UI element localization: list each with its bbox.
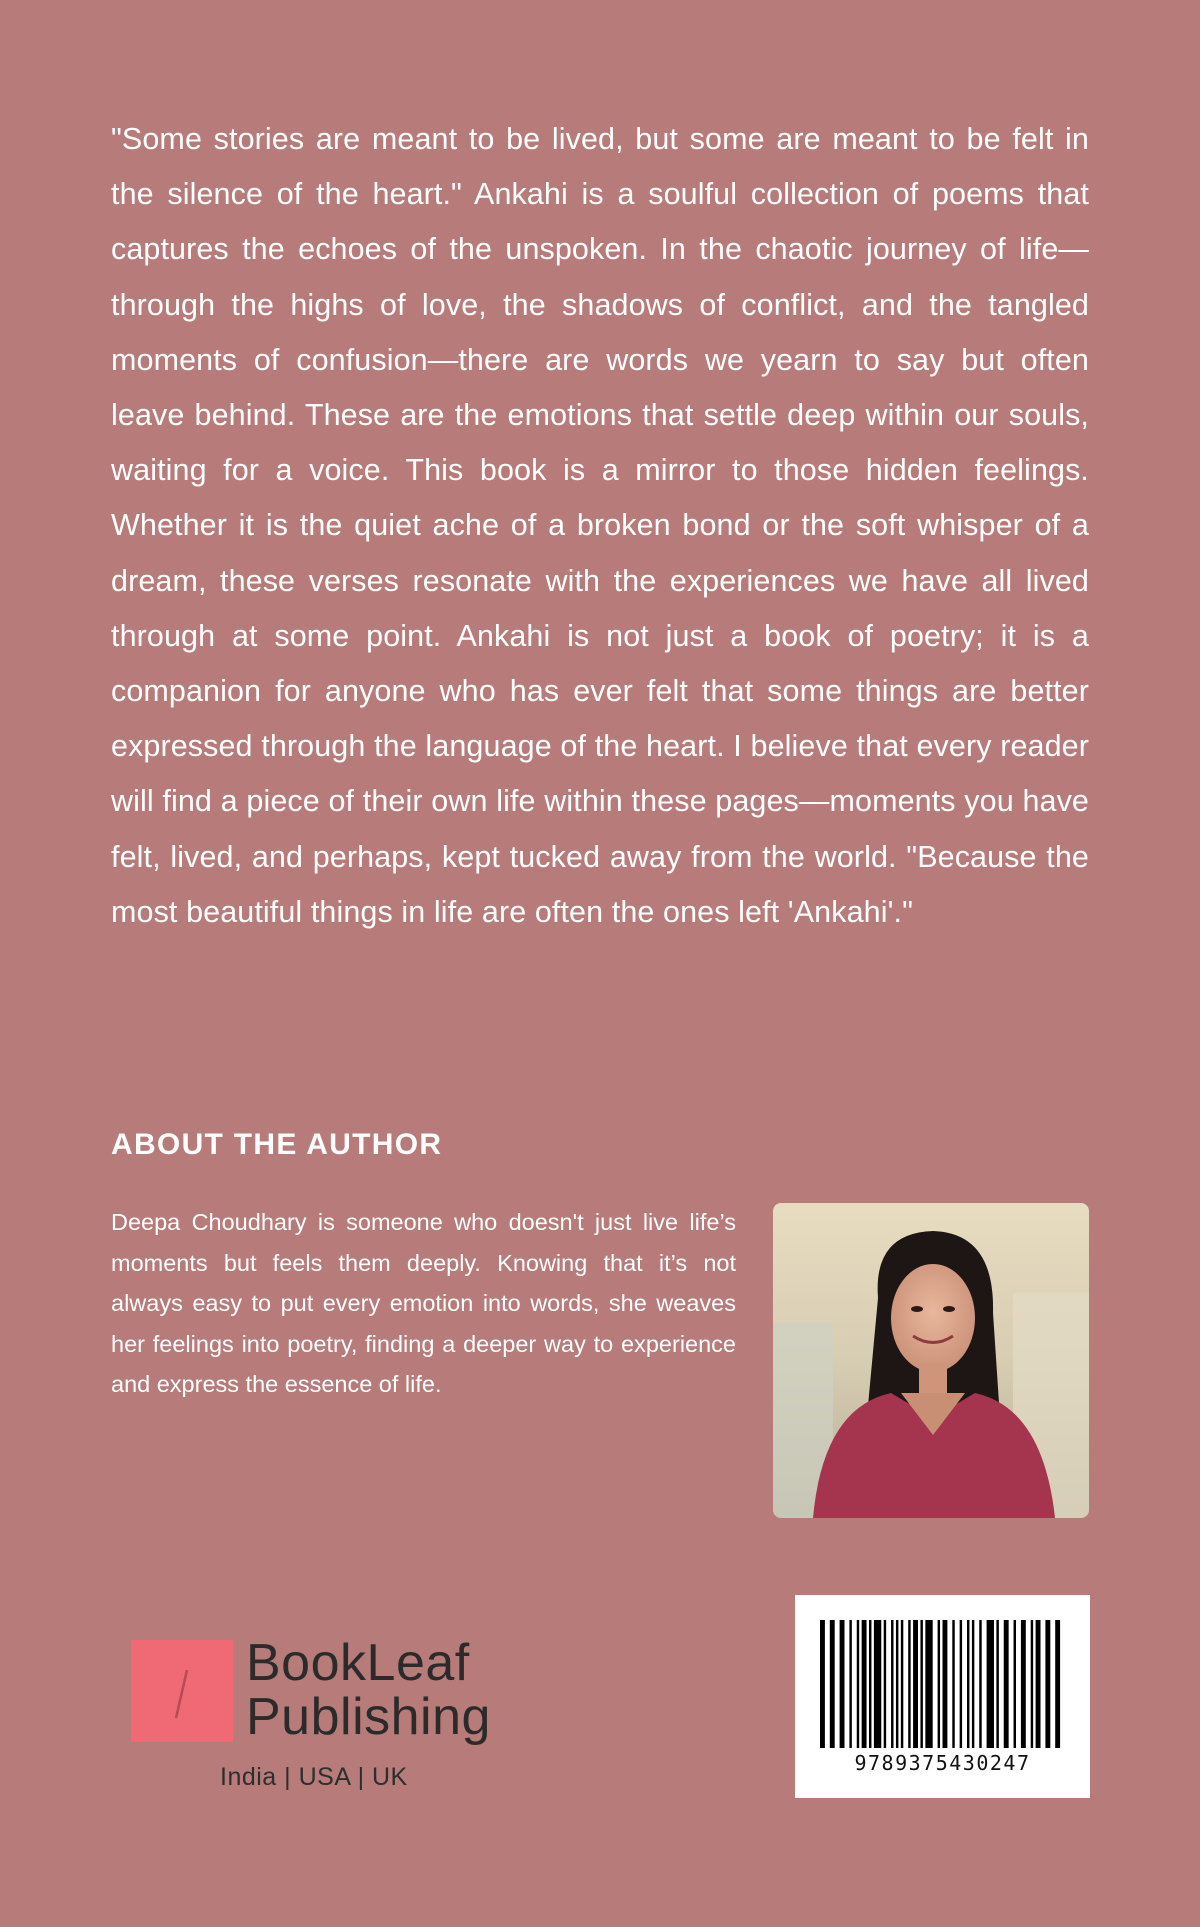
barcode-bars [820, 1620, 1065, 1748]
barcode-bar [862, 1620, 867, 1748]
barcode-bar [979, 1620, 981, 1748]
barcode-bar [996, 1620, 998, 1748]
publisher-logo [131, 1636, 531, 1796]
barcode-bar [925, 1620, 932, 1748]
barcode-bar [896, 1620, 898, 1748]
barcode-bar [972, 1620, 974, 1748]
barcode-bar [1055, 1620, 1060, 1748]
barcode-bar [1036, 1620, 1041, 1748]
barcode-bar [1031, 1620, 1033, 1748]
publisher-countries: India | USA | UK [220, 1763, 408, 1791]
barcode-bar [943, 1620, 948, 1748]
barcode-bar [840, 1620, 845, 1748]
publisher-name [246, 1636, 491, 1744]
barcode-bar [920, 1620, 922, 1748]
barcode-bar [1021, 1620, 1026, 1748]
barcode-bar [1014, 1620, 1016, 1748]
barcode-bar [967, 1620, 969, 1748]
back-cover-blurb: "Some stories are meant to be lived, but some are meant to be felt in the silence of the heart." Ankahi is a soulful collection of poems that captures the echoes of the unspoken. In the chaotic journey of life—through the highs of love, the shadows of conflict, and the tangled moments of confusion—there are words we yearn to say but often leave behind. These are the emotions that settle deep within our souls, waiting for a voice. This book is a mirror to those hidden feelings. Whether it is the quiet ache of a broken bond or the soft whisper of a dream, these verses resonate with the experiences we have all lived through at some point. Ankahi is not just a book of poetry; it is a companion for anyone who has ever felt that some things are better expressed through the language of the heart. I believe that every reader will find a piece of their own life within these pages—moments you have felt, lived, and perhaps, kept tucked away from the world. "Because the most beautiful things in life are often the ones left 'Ankahi'." [111, 122, 1089, 929]
barcode-bar [1045, 1620, 1050, 1748]
publisher-name-line2: Publishing [246, 1688, 491, 1746]
about-author-text: Deepa Choudhary is someone who doesn't just live life’s moments but feels them deeply. Knowing that it’s not always easy to put every emotion into words, she weaves her feelings into poetry, finding a deeper way to experience and express the essence of life. [111, 1209, 736, 1397]
leaf-logo-icon [131, 1640, 233, 1742]
barcode-bar [820, 1620, 825, 1748]
barcode-bar [891, 1620, 893, 1748]
barcode-bar [901, 1620, 903, 1748]
barcode-bar [913, 1620, 918, 1748]
barcode-bar [1004, 1620, 1009, 1748]
isbn-barcode [795, 1595, 1090, 1798]
barcode-bar [908, 1620, 910, 1748]
author-photo [773, 1203, 1089, 1518]
barcode-bar [960, 1620, 962, 1748]
barcode-bar [938, 1620, 940, 1748]
barcode-bar [849, 1620, 851, 1748]
barcode-bar [869, 1620, 871, 1748]
barcode-bar [830, 1620, 835, 1748]
barcode-bar [987, 1620, 994, 1748]
barcode-bar [952, 1620, 954, 1748]
isbn-number: 9789375430247 [854, 1751, 1031, 1775]
about-author-heading: ABOUT THE AUTHOR [111, 1128, 443, 1161]
barcode-bar [884, 1620, 886, 1748]
barcode-bar [874, 1620, 881, 1748]
barcode-bar [857, 1620, 859, 1748]
publisher-name-line1: BookLeaf [246, 1634, 470, 1692]
